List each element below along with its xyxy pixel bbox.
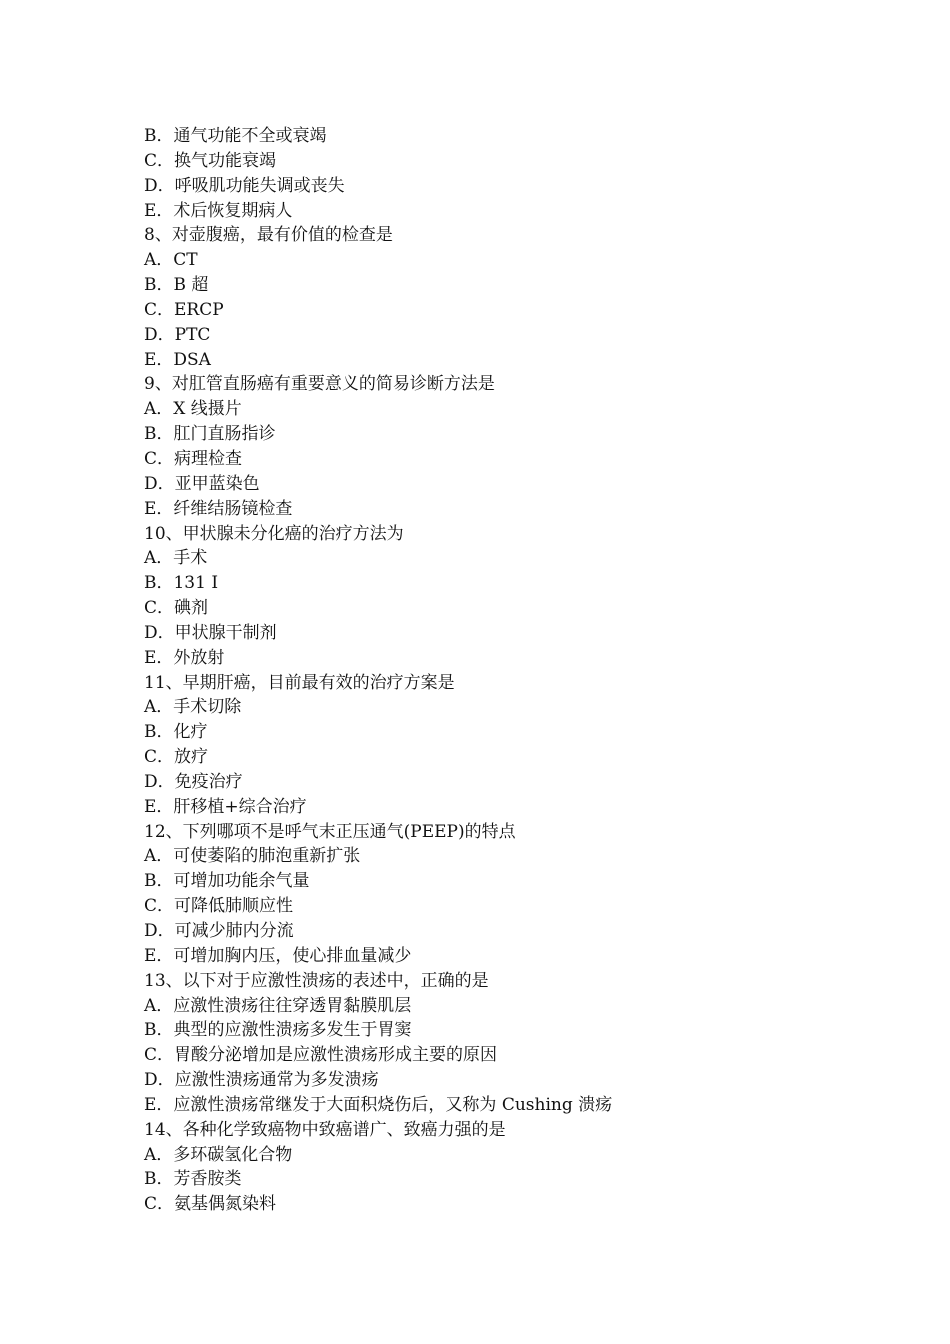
option-line: E．可增加胸内压，使心排血量减少 <box>144 945 412 966</box>
option-line: C．氨基偶氮染料 <box>144 1194 277 1215</box>
option-line: D．应激性溃疡通常为多发溃疡 <box>144 1070 379 1091</box>
option-line: B．芳香胺类 <box>144 1169 242 1190</box>
option-line: D．免疫治疗 <box>144 771 243 792</box>
question-line: 9、对肛管直肠癌有重要意义的简易诊断方法是 <box>144 374 495 395</box>
option-line: D．呼吸肌功能失调或丧失 <box>144 175 345 196</box>
option-line: B．通气功能不全或衰竭 <box>144 126 327 146</box>
option-line: A．可使萎陷的肺泡重新扩张 <box>144 846 361 867</box>
option-line: E．外放射 <box>144 647 225 668</box>
option-line: B．131 I <box>144 573 219 594</box>
option-line: E．应激性溃疡常继发于大面积烧伤后，又称为 Cushing 溃疡 <box>144 1094 613 1115</box>
option-line: D．PTC <box>144 324 211 345</box>
option-line: B．典型的应激性溃疡多发生于胃窦 <box>144 1020 412 1041</box>
question-line: 12、下列哪项不是呼气末正压通气(PEEP)的特点 <box>144 821 516 842</box>
option-line: C．病理检查 <box>144 448 243 469</box>
question-line: 8、对壶腹癌，最有价值的检查是 <box>144 225 393 246</box>
option-line: D．甲状腺干制剂 <box>144 622 277 643</box>
question-line: 14、各种化学致癌物中致癌谱广、致癌力强的是 <box>144 1119 506 1140</box>
option-line: A．手术切除 <box>144 697 242 718</box>
question-line: 10、甲状腺未分化癌的治疗方法为 <box>144 523 404 544</box>
document-text <box>144 124 824 1217</box>
option-line: E．肝移植+综合治疗 <box>144 796 307 817</box>
option-line: E．DSA <box>144 349 211 370</box>
option-line: C．换气功能衰竭 <box>144 150 277 171</box>
option-line: B．肛门直肠指诊 <box>144 424 276 445</box>
option-line: C．碘剂 <box>144 598 209 619</box>
option-line: A．多环碳氢化合物 <box>144 1144 293 1165</box>
option-line: C．可降低肺顺应性 <box>144 896 294 917</box>
option-line: B．化疗 <box>144 722 208 743</box>
question-line: 11、早期肝癌，目前最有效的治疗方案是 <box>144 672 455 693</box>
option-line: D．可减少肺内分流 <box>144 921 294 941</box>
option-line: A．手术 <box>144 548 208 569</box>
question-line: 13、以下对于应激性溃疡的表述中，正确的是 <box>144 970 489 991</box>
option-line: D．亚甲蓝染色 <box>144 473 260 494</box>
option-line: E．术后恢复期病人 <box>144 200 293 221</box>
option-line: C．ERCP <box>144 299 224 320</box>
option-line: C．放疗 <box>144 747 209 768</box>
option-line: A．CT <box>144 250 198 271</box>
option-line: E．纤维结肠镜检查 <box>144 498 293 519</box>
option-line: A．应激性溃疡往往穿透胃黏膜肌层 <box>144 995 412 1016</box>
option-line: C．胃酸分泌增加是应激性溃疡形成主要的原因 <box>144 1045 498 1066</box>
option-line: A．X 线摄片 <box>144 399 242 420</box>
option-line: B．B 超 <box>144 275 209 296</box>
option-line: B．可增加功能余气量 <box>144 871 310 892</box>
